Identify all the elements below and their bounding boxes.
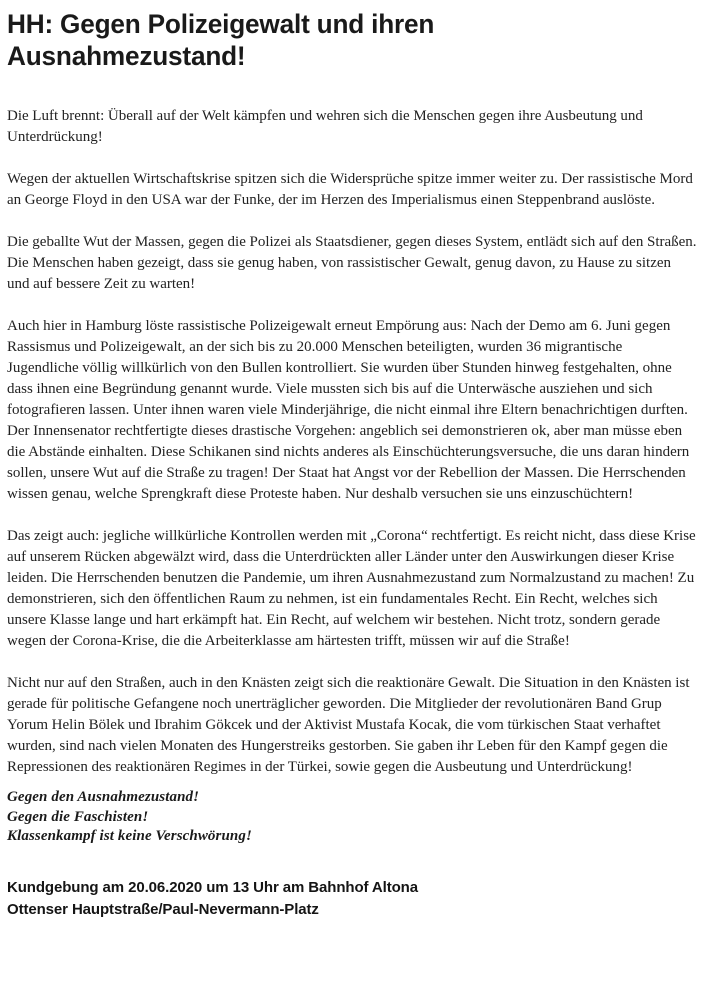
event-address: Ottenser Hauptstraße/Paul-Nevermann-Platz bbox=[7, 900, 319, 918]
paragraph: Das zeigt auch: jegliche willkürliche Kontrollen werden mit „Corona“ rechtfertigt. Es reicht nicht, dass diese Krise auf unserem Rücken abgewälzt wird, dass die Unterdrückten aller Länder unter den Auswirkungen dieser Krise leiden. Die Herrschenden benutzen die Pandemie, um ihren Ausnahmezustand zum Normalzustand zu machen! Zu demonstrieren, sich den öffentlichen Raum zu nehmen, ist ein fundamentales Recht. Ein Recht, welches sich unsere Klasse lange und hart erkämpft hat. Ein Recht, auf welchem wir bestehen. Nicht trotz, sondern gerade wegen der Corona-Krise, die die Arbeiterklasse am härtesten trifft, müssen wir auf die Straße! bbox=[7, 528, 696, 649]
article-body bbox=[7, 106, 697, 778]
paragraph: Die geballte Wut der Massen, gegen die Polizei als Staatsdiener, gegen dieses System, entlädt sich auf den Straßen. Die Menschen haben gezeigt, dass sie genug haben, von rassistischer Gewalt, genug davon, zu Hause zu sitzen und auf bessere Zeit zu warten! bbox=[7, 234, 697, 292]
page-title: HH: Gegen Polizeigewalt und ihren Ausnahmezustand! bbox=[7, 9, 435, 71]
slogan-line: Gegen die Faschisten! bbox=[7, 808, 149, 825]
paragraph: Wegen der aktuellen Wirtschaftskrise spitzen sich die Widersprüche spitze immer weiter zu. Der rassistische Mord an George Floyd in den USA war der Funke, der im Herzen des Imperialismus einen Steppenbrand auslöste. bbox=[7, 171, 693, 208]
slogan-line: Klassenkampf ist keine Verschwörung! bbox=[7, 828, 252, 844]
slogan-line: Gegen den Ausnahmezustand! bbox=[7, 789, 200, 805]
event-details bbox=[7, 877, 697, 921]
slogan-block bbox=[7, 788, 697, 847]
paragraph: Nicht nur auf den Straßen, auch in den Knästen zeigt sich die reaktionäre Gewalt. Die Situation in den Knästen ist gerade für politische Gefangene noch unerträglicher geworden. Die Mitglieder der revolutionären Band Grup Yorum Helin Bölek und Ibrahim Gökcek und der Aktivist Mustafa Kocak, die vom türkischen Staat verhaftet wurden, sind nach vielen Monaten des Hungerstreiks gestorben. Sie gaben ihr Leben für den Kampf gegen die Repressionen des reaktionären Regimes in der Türkei, sowie gegen die Ausbeutung und Unterdrückung! bbox=[7, 675, 690, 775]
paragraph: Auch hier in Hamburg löste rassistische Polizeigewalt erneut Empörung aus: Nach der Demo am 6. Juni gegen Rassismus und Polizeigewalt, an der sich bis zu 20.000 Menschen beteiligten, wurden 36 migrantische Jugendliche völlig willkürlich von den Bullen kontrolliert. Sie wurden über Stunden hinweg festgehalten, ohne dass ihnen eine Begründung genannt wurde. Viele mussten sich bis auf die Unterwäsche ausziehen und sich fotografieren lassen. Unter ihnen waren viele Minderjährige, die nicht einmal ihre Eltern benachrichtigen durften. Der Innensenator rechtfertigte dieses drastische Vorgehen: angeblich sei demonstrieren ok, aber man müsse eben die Abstände einhalten. Diese Schikanen sind nichts anderes als Einschüchterungsversuche, die uns daran hindern sollen, unsere Wut auf die Straße zu tragen! Der Staat hat Angst vor der Rebellion der Massen. Die Herrschenden wissen genau, welche Sprengkraft diese Proteste haben. Nur deshalb versuchen sie uns einzuschüchtern! bbox=[7, 318, 690, 502]
event-datetime-location: Kundgebung am 20.06.2020 um 13 Uhr am Bahnhof Altona bbox=[7, 878, 418, 896]
paragraph: Die Luft brennt: Überall auf der Welt kämpfen und wehren sich die Menschen gegen ihre Ausbeutung und Unterdrückung! bbox=[7, 108, 643, 145]
